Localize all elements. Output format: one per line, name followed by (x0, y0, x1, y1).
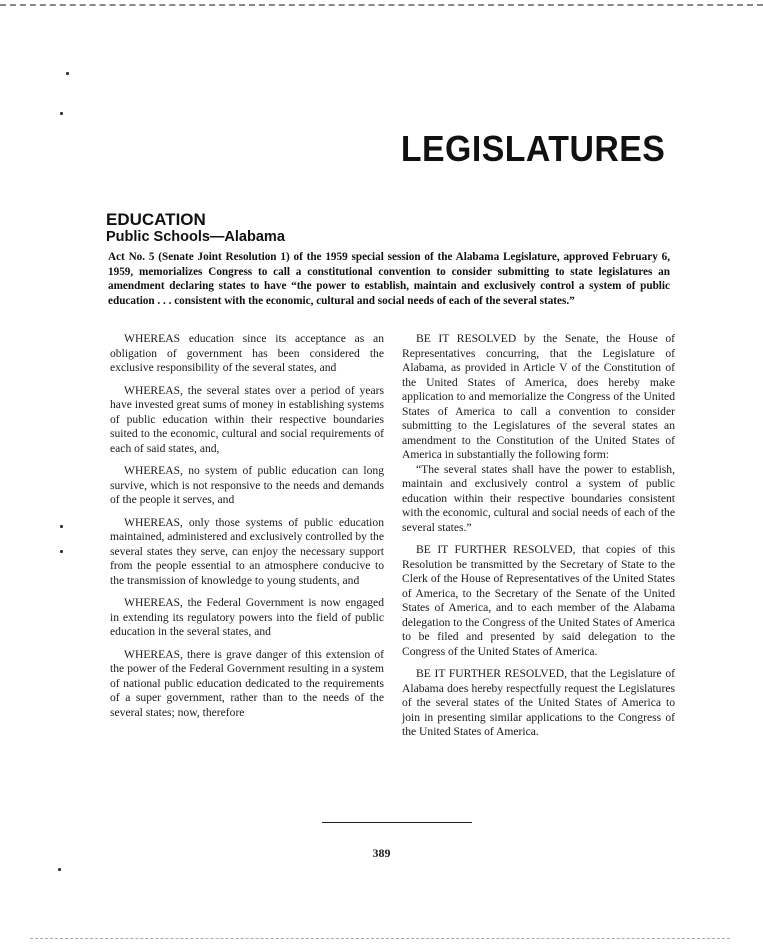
scan-edge-rule (30, 938, 730, 939)
subsection-heading: Public Schools—Alabama (106, 229, 285, 245)
right-column (402, 332, 675, 748)
section-heading: EDUCATION (106, 210, 206, 229)
resolution-paragraph: BE IT FURTHER RESOLVED, that the Legislature of Alabama does hereby respectfully request the Legislatures of the several states of the United States of America to join in presenting similar applications to the Congress of the United States of America. (402, 667, 675, 738)
act-summary: Act No. 5 (Senate Joint Resolution 1) of the 1959 special session of the Alabama Legislature, approved February 6, 1959, memorializes Congress to call a constitutional convention to consider submitting to state legislatures an amendment declaring states to have “the power to establish, maintain and exclusively control a system of public education . . . consistent with the economic, cultural and social needs of each of the several states.” (108, 251, 670, 307)
scan-speck (60, 550, 63, 553)
page-number: 389 (372, 846, 391, 860)
resolution-paragraph: BE IT RESOLVED by the Senate, the House of Representatives concurring, that the Legislature of Alabama, as provided in Article V of the Constitution of the United States of America, does hereby make application to and memorialize the Congress of the United States of America to call a convention to consider submitting to the Legislatures of the several states an amendment to the Constitution of the United States of America in substantially the following form: (402, 332, 675, 461)
whereas-paragraph: WHEREAS education since its acceptance as an obligation of government has been considered the exclusive responsibility of the several states, and (110, 332, 384, 374)
page-title: LEGISLATURES (400, 128, 665, 169)
scan-speck (58, 868, 61, 871)
left-column (110, 332, 384, 728)
whereas-paragraph: WHEREAS, there is grave danger of this extension of the power of the Federal Government resulting in a system of national public education dedicated to the requirements of a super government, rather than to the needs of the several states; now, therefore (110, 647, 384, 719)
footer-rule (322, 822, 472, 823)
scan-speck (66, 72, 69, 75)
whereas-paragraph: WHEREAS, the several states over a period of years have invested great sums of money in establishing systems of public education within their respective boundaries suited to the economic, cultural and social requirements of each of said states, and, (110, 383, 384, 455)
whereas-paragraph: WHEREAS, the Federal Government is now engaged in extending its regulatory powers into the field of public education in the several states, and (110, 596, 384, 638)
whereas-paragraph: WHEREAS, no system of public education can long survive, which is not responsive to the needs and demands of the people it serves, and (110, 464, 384, 506)
amendment-quote: “The several states shall have the power to establish, maintain and exclusively control a system of public education within their respective boundaries consistent with the economic, cultural and social needs of each of the several states.” (402, 462, 675, 534)
scan-speck (60, 112, 63, 115)
whereas-paragraph: WHEREAS, only those systems of public education maintained, administered and exclusively controlled by the several states they serve, can enjoy the necessary support from the people essential to an atmosphere conducive to the transmission of knowledge to young students, and (110, 515, 384, 587)
resolution-paragraph: BE IT FURTHER RESOLVED, that copies of this Resolution be transmitted by the Secretary of State to the Clerk of the House of Representatives of the United States of America, to the Secretary of the Senate of the United States of America, and to each member of the Alabama delegation to the Congress of the United States of America to be filed and presented by said delegation to the Congress of the United States of America. (402, 543, 675, 658)
scan-speck (60, 525, 63, 528)
scan-edge-rule (0, 4, 763, 6)
